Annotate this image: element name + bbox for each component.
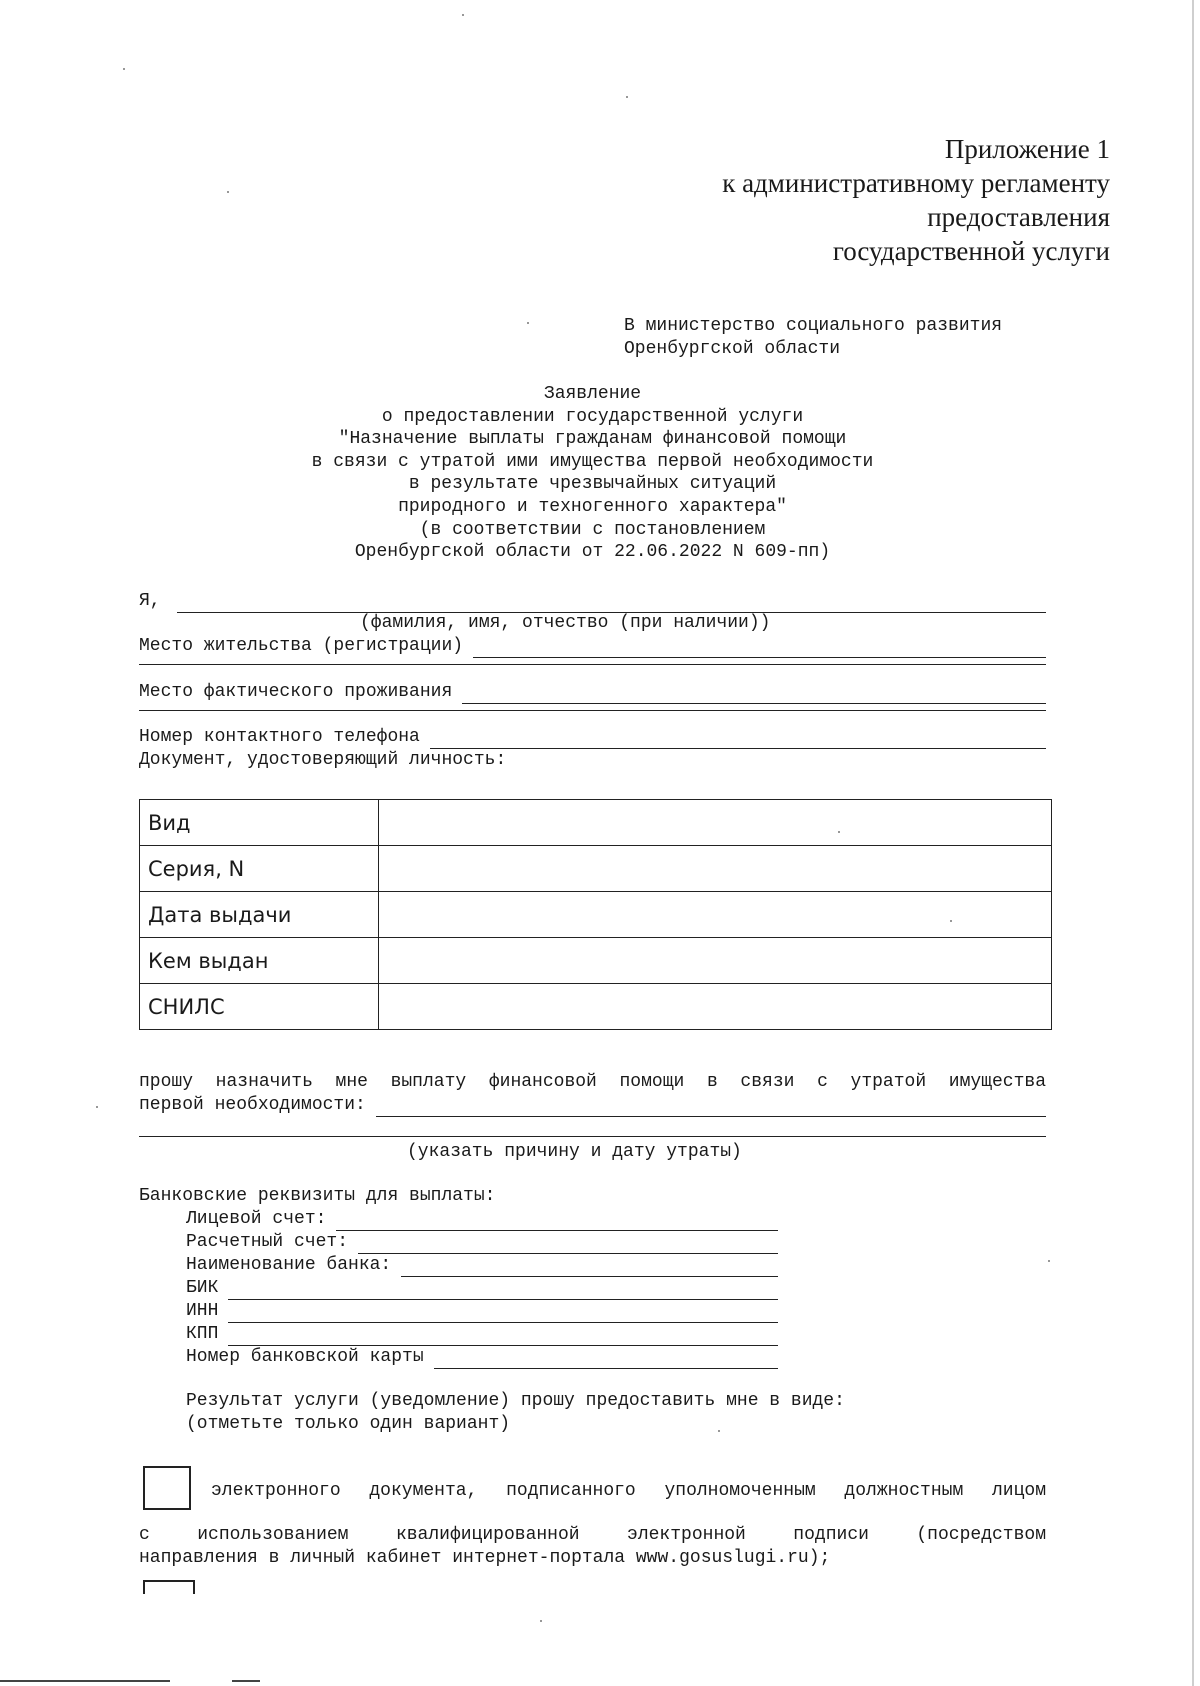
fio-row: [139, 590, 1046, 613]
appendix-line: Приложение 1: [944, 134, 1110, 164]
phone-label: Номер контактного телефона: [139, 727, 420, 747]
loss-reason-field-line-2[interactable]: [139, 1136, 1046, 1137]
electronic-document-checkbox[interactable]: [143, 1466, 191, 1510]
scan-speck: [626, 96, 628, 98]
scan-speck: [838, 831, 840, 833]
bank-header: Банковские реквизиты для выплаты:: [139, 1186, 496, 1206]
scan-speck: [950, 920, 952, 922]
bank-field-row: [186, 1231, 778, 1254]
bank-field-label: Расчетный счет:: [186, 1232, 349, 1252]
table-row: [140, 984, 1052, 1030]
request-row: [139, 1094, 1046, 1117]
scan-speck: [527, 322, 529, 324]
table-row: [140, 892, 1052, 938]
application-title: [240, 383, 945, 564]
title-line: в связи с утратой ими имущества первой необходимости: [311, 451, 874, 472]
bank-field-label: Лицевой счет:: [186, 1209, 327, 1229]
scan-speck: [123, 68, 125, 70]
table-key: Кем выдан: [140, 938, 379, 984]
loss-reason-field[interactable]: [376, 1098, 1046, 1117]
appendix-line: предоставления: [927, 202, 1110, 232]
recipient-line-2: Оренбургской области: [624, 338, 841, 359]
settlement-account-field[interactable]: [358, 1235, 778, 1254]
table-value-field[interactable]: [379, 892, 1052, 938]
recipient-block: [624, 315, 1002, 360]
scan-edge-mark: [232, 1680, 260, 1682]
scan-speck: [96, 1106, 98, 1108]
title-line: природного и техногенного характера": [398, 496, 787, 517]
bank-field-row: [186, 1277, 778, 1300]
table-row: [140, 938, 1052, 984]
inn-field[interactable]: [228, 1304, 778, 1323]
scan-speck: [540, 1620, 542, 1622]
appendix-line: государственной услуги: [832, 236, 1110, 266]
actual-residence-row: [139, 681, 1046, 704]
option1-line-2: с использованием квалифицированной электронной подписи (посредством: [139, 1525, 1046, 1545]
scan-speck: [227, 191, 229, 193]
kpp-field[interactable]: [228, 1327, 778, 1346]
request-line-1: прошу назначить мне выплату финансовой помощи в связи с утратой имущества: [139, 1072, 1046, 1092]
appendix-header: [722, 132, 1110, 268]
result-line-2: (отметьте только один вариант): [186, 1414, 511, 1434]
table-row: [140, 800, 1052, 846]
next-option-checkbox[interactable]: [143, 1580, 195, 1594]
table-row: [140, 846, 1052, 892]
bank-field-row: [186, 1208, 778, 1231]
table-key: СНИЛС: [140, 984, 379, 1030]
request-label: первой необходимости:: [139, 1095, 366, 1115]
appendix-line: к административному регламенту: [722, 168, 1110, 198]
id-document-table: [139, 799, 1052, 1030]
option1-line-1: электронного документа, подписанного уполномоченным должностным лицом: [211, 1481, 1046, 1501]
result-line-1: Результат услуги (уведомление) прошу предоставить мне в виде:: [186, 1391, 845, 1411]
table-key: Серия, N: [140, 846, 379, 892]
recipient-line-1: В министерство социального развития: [624, 316, 1003, 336]
title-line: (в соответствии с постановлением: [419, 519, 766, 540]
table-value-field[interactable]: [379, 800, 1052, 846]
bik-field[interactable]: [228, 1281, 778, 1300]
scan-speck: [718, 1430, 720, 1432]
bank-field-row: [186, 1254, 778, 1277]
scan-speck: [462, 14, 464, 16]
residence-field-line-2[interactable]: [139, 664, 1046, 665]
actual-residence-field-line-2[interactable]: [139, 710, 1046, 711]
card-number-field[interactable]: [434, 1350, 778, 1369]
phone-row: [139, 726, 1046, 749]
table-value-field[interactable]: [379, 984, 1052, 1030]
bank-field-row: [186, 1323, 778, 1346]
bank-name-field[interactable]: [401, 1258, 778, 1277]
i-label: Я,: [139, 591, 161, 611]
personal-account-field[interactable]: [336, 1212, 778, 1231]
residence-label: Место жительства (регистрации): [139, 636, 464, 656]
scan-edge: [1192, 0, 1194, 1686]
bank-field-label: ИНН: [186, 1301, 219, 1321]
title-line: Заявление: [543, 384, 642, 404]
residence-field[interactable]: [473, 639, 1046, 658]
actual-residence-label: Место фактического проживания: [139, 682, 453, 702]
table-value-field[interactable]: [379, 938, 1052, 984]
scan-edge-mark: [0, 1680, 170, 1682]
title-line: о предоставлении государственной услуги: [381, 406, 804, 427]
bank-field-row: [186, 1300, 778, 1323]
phone-field[interactable]: [430, 730, 1046, 749]
actual-residence-field[interactable]: [462, 685, 1046, 704]
bank-field-label: Номер банковской карты: [186, 1347, 424, 1367]
table-key: Вид: [140, 800, 379, 846]
loss-reason-caption: (указать причину и дату утраты): [407, 1142, 742, 1162]
fio-caption: (фамилия, имя, отчество (при наличии)): [360, 613, 771, 633]
title-line: Оренбургской области от 22.06.2022 N 609-пп): [354, 542, 831, 563]
table-key: Дата выдачи: [140, 892, 379, 938]
scan-speck: [1048, 1260, 1050, 1262]
table-value-field[interactable]: [379, 846, 1052, 892]
bank-field-label: КПП: [186, 1324, 219, 1344]
bank-field-label: БИК: [186, 1278, 219, 1298]
fio-field[interactable]: [177, 594, 1046, 613]
title-line: "Назначение выплаты гражданам финансовой помощи: [338, 429, 847, 450]
title-line: в результате чрезвычайных ситуаций: [408, 474, 777, 495]
option1-line-3: направления в личный кабинет интернет-портала www.gosuslugi.ru);: [139, 1548, 831, 1568]
bank-field-row: [186, 1346, 778, 1369]
bank-field-label: Наименование банка:: [186, 1255, 392, 1275]
residence-row: [139, 635, 1046, 658]
id-doc-label: Документ, удостоверяющий личность:: [139, 750, 507, 770]
